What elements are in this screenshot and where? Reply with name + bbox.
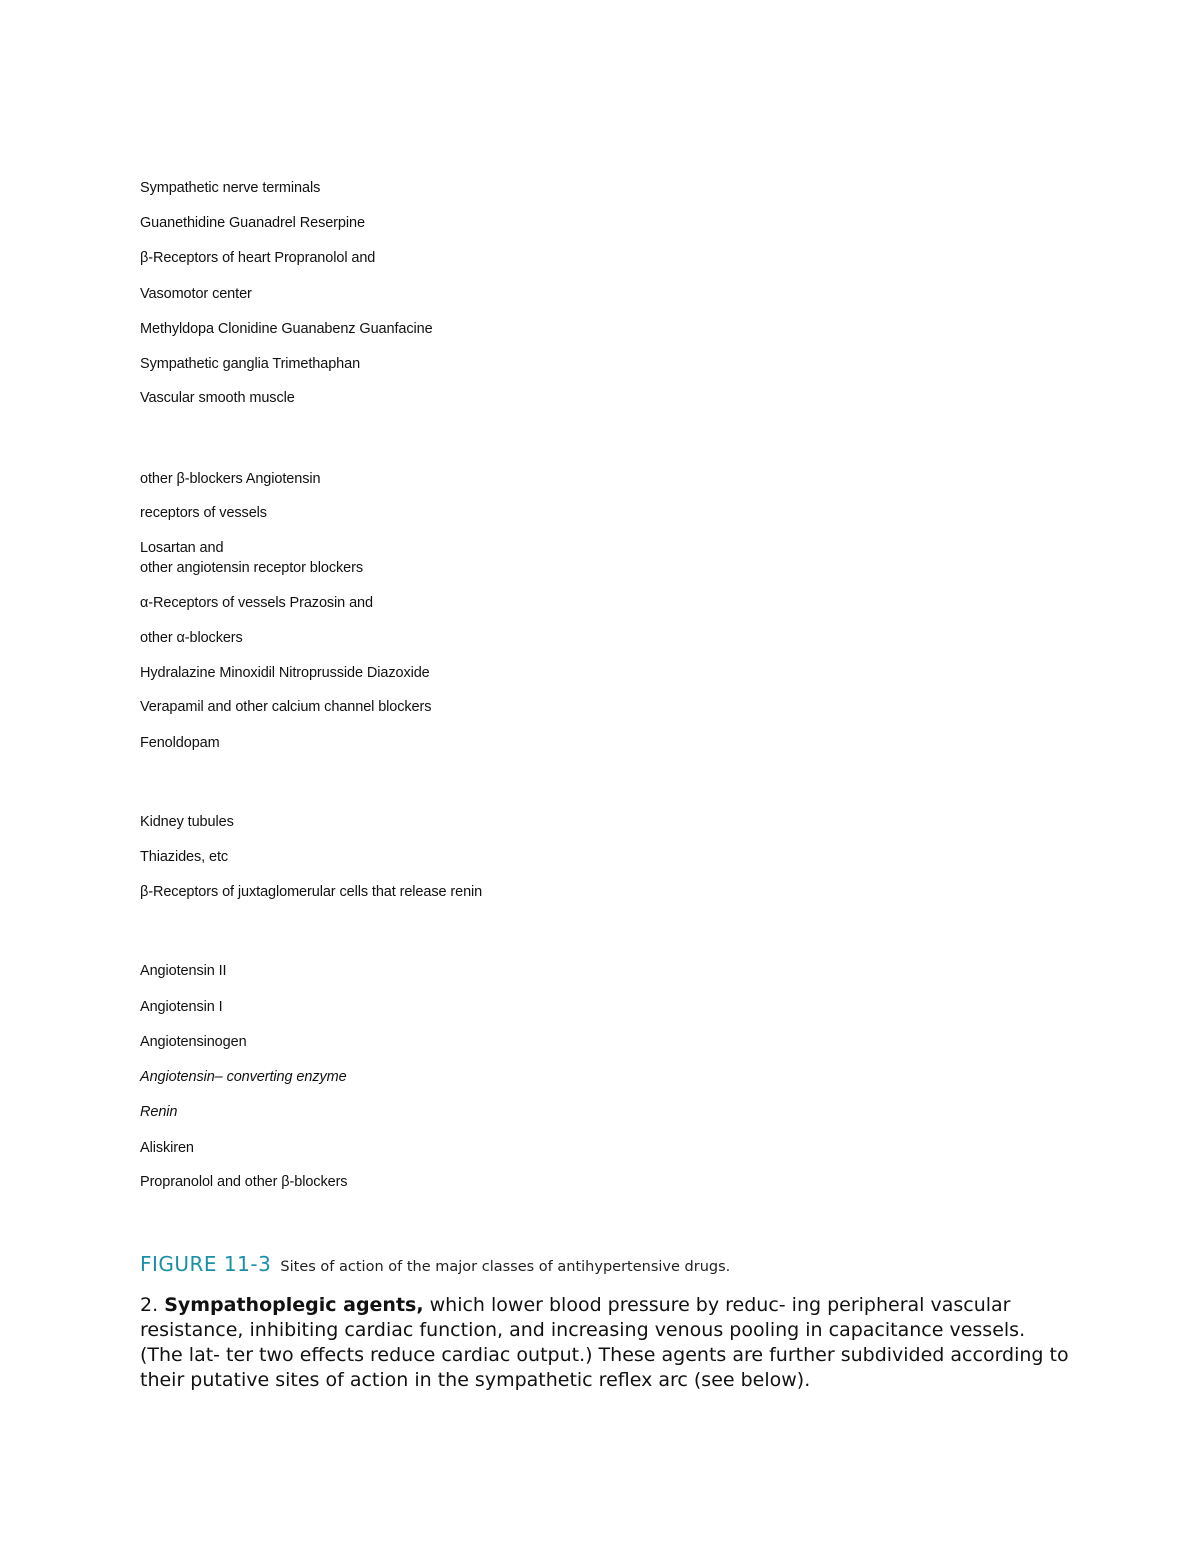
paragraph-text: which lower blood pressure by reduc- ing peripheral vascular resistance, inhibiting cardiac function, and increasing venous pooling in capacitance vessels. (The lat- ter two effects reduce cardiac output.) These agents are further subdivided according to their putative sites of action in the sympathetic reflex arc (see below). xyxy=(140,1294,1069,1391)
label-verapamil: Verapamil and other calcium channel blockers xyxy=(140,699,432,715)
label-thiazides: Thiazides, etc xyxy=(140,849,229,865)
label-losartan: Losartan and other angiotensin receptor blockers xyxy=(140,540,363,576)
label-sympathetic-nerve-terminals: Sympathetic nerve terminals xyxy=(140,180,321,196)
body-paragraph xyxy=(140,1293,1070,1393)
label-sympathetic-ganglia: Sympathetic ganglia Trimethaphan xyxy=(140,356,361,372)
paragraph-number: 2. xyxy=(140,1294,159,1316)
label-fenoldopam: Fenoldopam xyxy=(140,735,220,751)
label-beta-receptors-heart: β-Receptors of heart Propranolol and xyxy=(140,250,376,266)
label-vasomotor-center: Vasomotor center xyxy=(140,286,252,302)
figure-caption-text: Sites of action of the major classes of antihypertensive drugs. xyxy=(280,1259,731,1275)
label-renin: Renin xyxy=(140,1104,178,1120)
label-propranolol-beta-blockers: Propranolol and other β-blockers xyxy=(140,1174,348,1190)
figure-caption xyxy=(140,1252,730,1276)
label-angiotensin-ii: Angiotensin II xyxy=(140,963,227,979)
label-methyldopa-clonidine: Methyldopa Clonidine Guanabenz Guanfacine xyxy=(140,321,433,337)
label-other-beta-blockers-angiotensin: other β-blockers Angiotensin xyxy=(140,471,321,487)
label-beta-receptors-juxtaglomerular: β-Receptors of juxtaglomerular cells that release renin xyxy=(140,884,483,900)
label-hydralazine-minoxidil: Hydralazine Minoxidil Nitroprusside Diazoxide xyxy=(140,665,430,681)
label-receptors-of-vessels: receptors of vessels xyxy=(140,505,267,521)
label-alpha-receptors-prazosin: α-Receptors of vessels Prazosin and xyxy=(140,595,373,611)
paragraph-bold-term: Sympathoplegic agents, xyxy=(164,1294,424,1316)
figure-number: FIGURE 11-3 xyxy=(140,1252,272,1276)
label-kidney-tubules: Kidney tubules xyxy=(140,814,234,830)
label-vascular-smooth-muscle: Vascular smooth muscle xyxy=(140,390,295,406)
label-angiotensin-i: Angiotensin I xyxy=(140,999,223,1015)
label-other-alpha-blockers: other α-blockers xyxy=(140,630,243,646)
label-aliskiren: Aliskiren xyxy=(140,1140,194,1156)
label-guanethidine-guanadrel-reserpine: Guanethidine Guanadrel Reserpine xyxy=(140,215,365,231)
label-angiotensin-converting-enzyme: Angiotensin– converting enzyme xyxy=(140,1069,347,1085)
label-angiotensinogen: Angiotensinogen xyxy=(140,1034,247,1050)
